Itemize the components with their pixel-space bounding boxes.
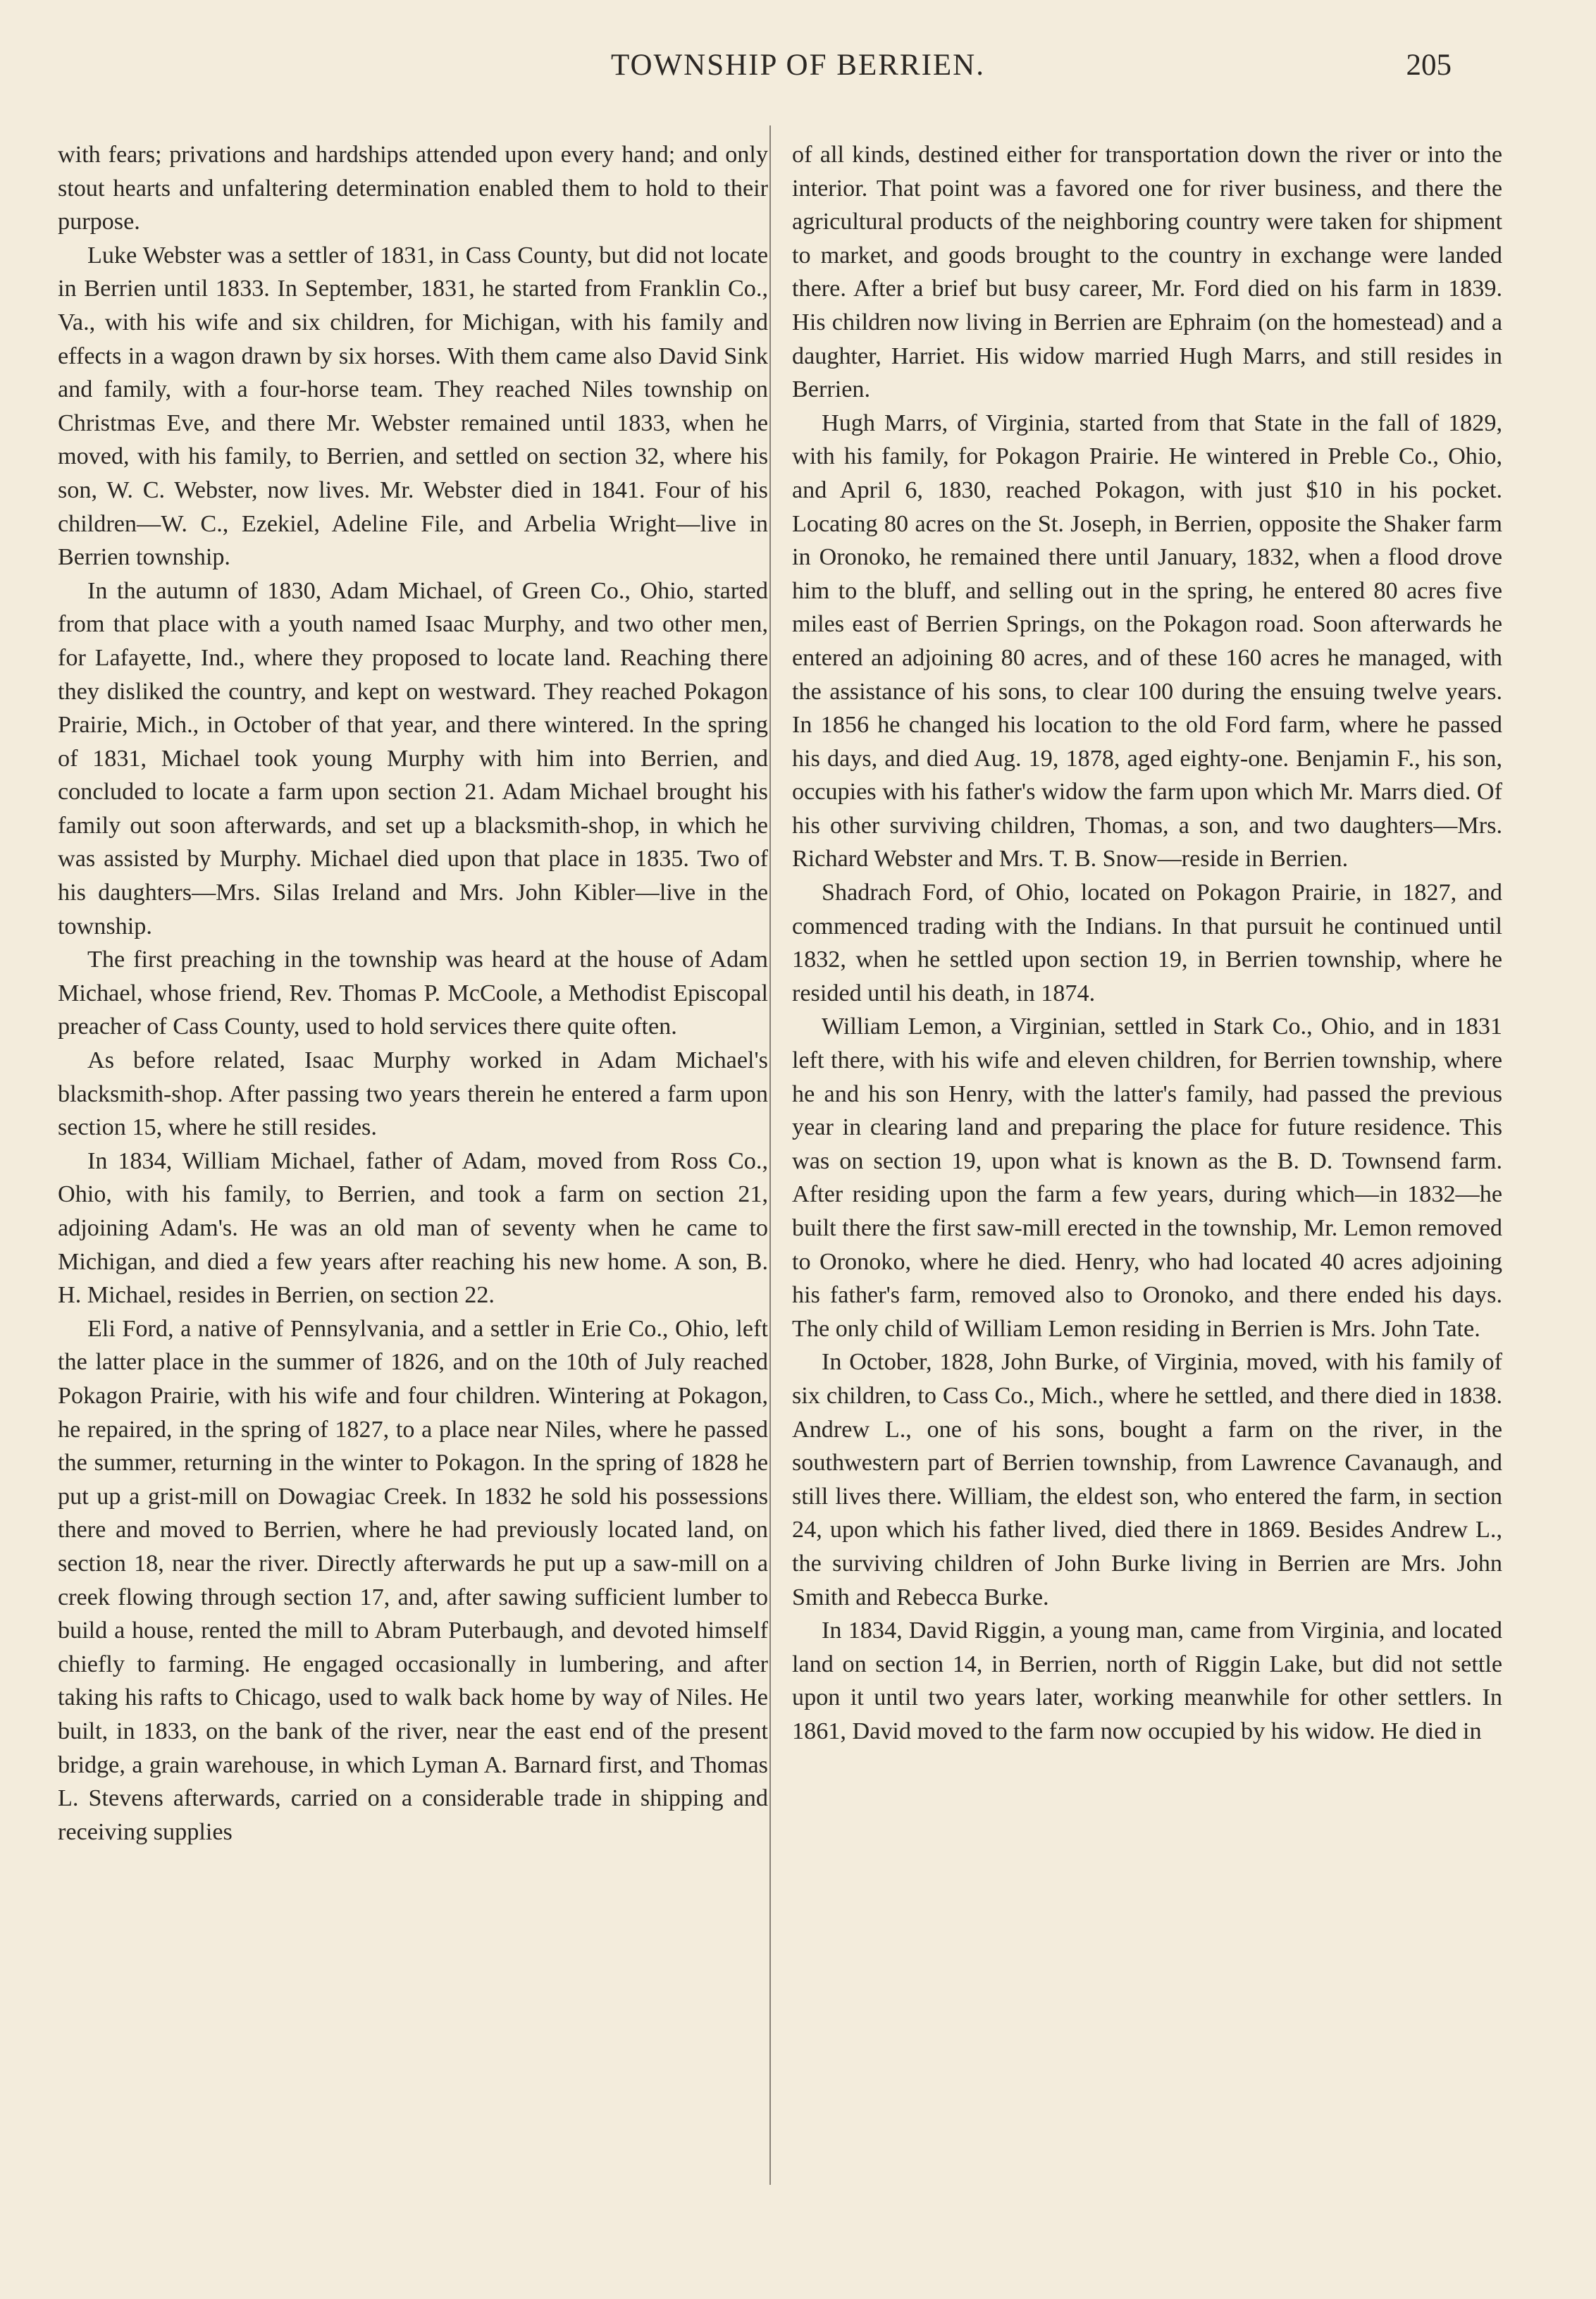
page-number: 205: [1406, 49, 1452, 82]
paragraph: Luke Webster was a settler of 1831, in Cass County, but did not locate in Berrien until 1833. In September, 1831, he started from Franklin Co., Va., with his wife and six children, for Michigan, with his family and effects in a wagon drawn by six horses. With them came also David Sink and family, with a four-horse team. They reached Niles township on Christmas Eve, and there Mr. Webster remained until 1833, when he moved, with his family, to Berrien, and settled on section 32, where his son, W. C. Webster, now lives. Mr. Webster died in 1841. Four of his children—W. C., Ezekiel, Adeline File, and Arbelia Wright—live in Berrien township.: [58, 242, 768, 571]
paragraph: Eli Ford, a native of Pennsylvania, and a settler in Erie Co., Ohio, left the latter place in the summer of 1826, and on the 10th of July reached Pokagon Prairie, with his wife and four children. Wintering at Pokagon, he repaired, in the spring of 1827, to a place near Niles, where he passed the summer, returning in the winter to Pokagon. In the spring of 1828 he put up a grist-mill on Dowagiac Creek. In 1832 he sold his possessions there and moved to Berrien, where he had previously located land, on section 18, near the river. Directly afterwards he put up a saw-mill on a creek flowing through section 17, and, after sawing sufficient lumber to build a house, rented the mill to Abram Puterbaugh, and devoted himself chiefly to farming. He engaged occasionally in lumbering, and after taking his rafts to Chicago, used to walk back home by way of Niles. He built, in 1833, on the bank of the river, near the east end of the present bridge, a grain warehouse, in which Lyman A. Barnard first, and Thomas L. Stevens afterwards, carried on a considerable trade in shipping and receiving supplies: [58, 1315, 768, 1845]
paragraph: Shadrach Ford, of Ohio, located on Pokagon Prairie, in 1827, and commenced trading with the Indians. In that pursuit he continued until 1832, when he settled upon section 19, in Berrien township, where he resided until his death, in 1874.: [792, 880, 1502, 1006]
column-divider: [769, 125, 771, 2185]
paragraph: As before related, Isaac Murphy worked in Adam Michael's blacksmith-shop. After passing two years therein he entered a farm upon section 15, where he still resides.: [58, 1047, 768, 1141]
paragraph: In October, 1828, John Burke, of Virginia, moved, with his family of six children, to Cass Co., Mich., where he settled, and there died in 1838. Andrew L., one of his sons, bought a farm on the river, in the southwestern part of Berrien township, from Lawrence Cavanaugh, and still lives there. William, the eldest son, who entered the farm, in section 24, upon which his father lived, died there in 1869. Besides Andrew L., the surviving children of John Burke living in Berrien are Mrs. John Smith and Rebecca Burke.: [792, 1349, 1502, 1610]
paragraph: William Lemon, a Virginian, settled in Stark Co., Ohio, and in 1831 left there, with his wife and eleven children, for Berrien township, where he and his son Henry, with the latter's family, had passed the previous year in clearing land and preparing the place for future residence. This was on section 19, upon what is known as the B. D. Townsend farm. After residing upon the farm a few years, during which—in 1832—he built there the first saw-mill erected in the township, Mr. Lemon removed to Oronoko, where he died. Henry, who had located 40 acres adjoining his father's farm, removed also to Oronoko, and there ended his days. The only child of William Lemon residing in Berrien is Mrs. John Tate.: [792, 1013, 1502, 1342]
paragraph: Hugh Marrs, of Virginia, started from that State in the fall of 1829, with his family, for Pokagon Prairie. He wintered in Preble Co., Ohio, and April 6, 1830, reached Pokagon, with just $10 in his pocket. Locating 80 acres on the St. Joseph, in Berrien, opposite the Shaker farm in Oronoko, he remained there until January, 1832, when a flood drove him to the bluff, and selling out in the spring, he entered 80 acres five miles east of Berrien Springs, on the Pokagon road. Soon afterwards he entered an adjoining 80 acres, and of these 160 acres he managed, with the assistance of his sons, to clear 100 during the ensuing twelve years. In 1856 he changed his location to the old Ford farm, where he passed his days, and died Aug. 19, 1878, aged eighty-one. Benjamin F., his son, occupies with his father's widow the farm upon which Mr. Marrs died. Of his other surviving children, Thomas, a son, and two daughters—Mrs. Richard Webster and Mrs. T. B. Snow—reside in Berrien.: [792, 409, 1502, 873]
paragraph: In the autumn of 1830, Adam Michael, of Green Co., Ohio, started from that place with a youth named Isaac Murphy, and two other men, for Lafayette, Ind., where they proposed to locate land. Reaching there they disliked the country, and kept on westward. They reached Pokagon Prairie, Mich., in October of that year, and there wintered. In the spring of 1831, Michael took young Murphy with him into Berrien, and concluded to locate a farm upon section 21. Adam Michael brought his family out soon afterwards, and set up a blacksmith-shop, in which he was assisted by Murphy. Michael died upon that place in 1835. Two of his daughters—Mrs. Silas Ireland and Mrs. John Kibler—live in the township.: [58, 577, 768, 939]
paragraph: with fears; privations and hardships attended upon every hand; and only stout hearts and unfaltering determination enabled them to hold to their purpose.: [58, 142, 768, 235]
paragraph: In 1834, William Michael, father of Adam, moved from Ross Co., Ohio, with his family, to Berrien, and took a farm on section 21, adjoining Adam's. He was an old man of seventy when he came to Michigan, and died a few years after reaching his new home. A son, B. H. Michael, resides in Berrien, on section 22.: [58, 1147, 768, 1309]
page-title: TOWNSHIP OF BERRIEN.: [611, 49, 985, 82]
right-column: [792, 138, 1502, 1749]
paragraph: In 1834, David Riggin, a young man, came from Virginia, and located land on section 14, in Berrien, north of Riggin Lake, but did not settle upon it until two years later, working meanwhile for other settlers. In 1861, David moved to the farm now occupied by his widow. He died in: [792, 1617, 1502, 1744]
running-head: [0, 48, 1596, 97]
paragraph: of all kinds, destined either for transportation down the river or into the interior. That point was a favored one for river business, and there the agricultural products of the neighboring country were taken for shipment to market, and goods brought to the country in exchange were landed there. After a brief but busy career, Mr. Ford died on his farm in 1839. His children now living in Berrien are Ephraim (on the homestead) and a daughter, Harriet. His widow married Hugh Marrs, and still resides in Berrien.: [792, 142, 1502, 403]
paragraph: The first preaching in the township was heard at the house of Adam Michael, whose friend, Rev. Thomas P. McCoole, a Methodist Episcopal preacher of Cass County, used to hold services there quite often.: [58, 947, 768, 1040]
left-column: [58, 138, 768, 1849]
